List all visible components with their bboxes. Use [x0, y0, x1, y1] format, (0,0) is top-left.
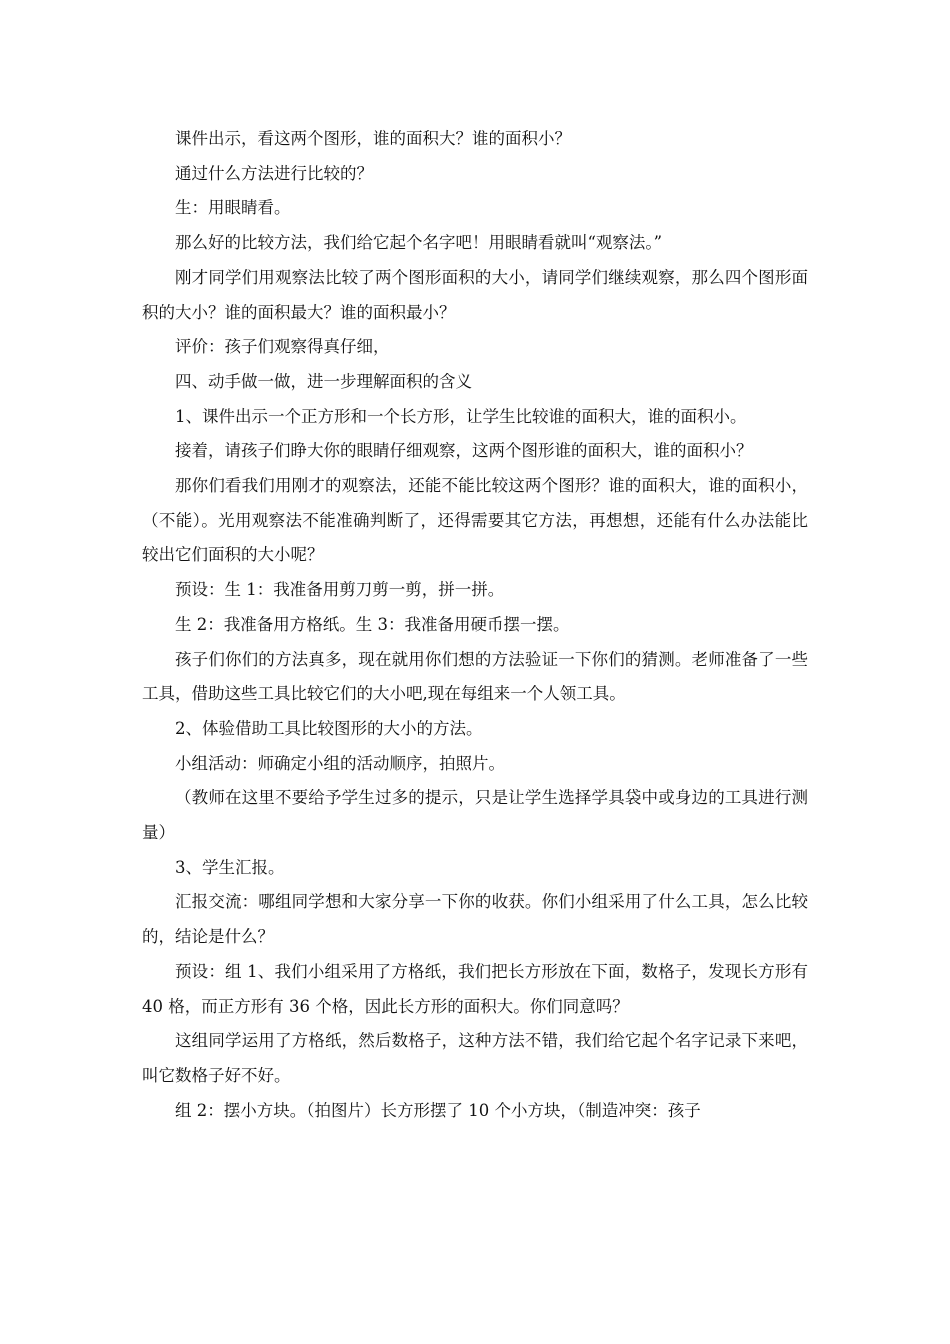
paragraph: 接着，请孩子们睁大你的眼睛仔细观察，这两个图形谁的面积大，谁的面积小？ — [175, 441, 753, 461]
paragraph: 2、体验借助工具比较图形的大小的方法。 — [175, 718, 483, 738]
section-heading: 四、动手做一做，进一步理解面积的含义 — [175, 371, 472, 391]
paragraph: 组 2：摆小方块。（拍图片）长方形摆了 10 个小方块，（制造冲突：孩子 — [175, 1100, 701, 1120]
paragraph: 生 2：我准备用方格纸。生 3：我准备用硬币摆一摆。 — [175, 614, 570, 634]
paragraph: 那你们看我们用刚才的观察法，还能不能比较这两个图形？谁的面积大，谁的面积小，（不能）。光用观察法不能准确判断了，还得需要其它方法，再想想，还能有什么办法能比较出它们面积的大小呢？ — [142, 476, 808, 565]
paragraph: 孩子们你们的方法真多，现在就用你们想的方法验证一下你们的猜测。老师准备了一些工具，借助这些工具比较它们的大小吧,现在每组来一个人领工具。 — [142, 649, 808, 704]
paragraph: 小组活动：师确定小组的活动顺序，拍照片。 — [175, 753, 505, 773]
paragraph: 刚才同学们用观察法比较了两个图形面积的大小，请同学们继续观察，那么四个图形面积的大小？谁的面积最大？谁的面积最小？ — [142, 267, 808, 322]
paragraph: （教师在这里不要给予学生过多的提示，只是让学生选择学具袋中或身边的工具进行测量） — [142, 788, 808, 843]
paragraph: 预设：生 1：我准备用剪刀剪一剪，拼一拼。 — [175, 580, 505, 600]
paragraph: 通过什么方法进行比较的？ — [175, 163, 373, 183]
paragraph: 评价：孩子们观察得真仔细， — [175, 337, 390, 357]
paragraph: 汇报交流：哪组同学想和大家分享一下你的收获。你们小组采用了什么工具，怎么比较的，结论是什么？ — [142, 892, 808, 947]
paragraph: 生：用眼睛看。 — [175, 198, 291, 218]
paragraph: 3、学生汇报。 — [175, 857, 285, 877]
document-body — [142, 122, 808, 1128]
paragraph: 那么好的比较方法，我们给它起个名字吧！用眼睛看就叫“观察法。” — [175, 233, 663, 253]
paragraph: 预设：组 1、我们小组采用了方格纸，我们把长方形放在下面，数格子，发现长方形有 40 格，而正方形有 36 个格，因此长方形的面积大。你们同意吗？ — [142, 961, 808, 1016]
paragraph: 课件出示，看这两个图形，谁的面积大？谁的面积小？ — [175, 129, 571, 148]
paragraph: 这组同学运用了方格纸，然后数格子，这种方法不错，我们给它起个名字记录下来吧，叫它数格子好不好。 — [142, 1031, 808, 1085]
paragraph: 1、课件出示一个正方形和一个长方形，让学生比较谁的面积大，谁的面积小。 — [175, 406, 747, 426]
